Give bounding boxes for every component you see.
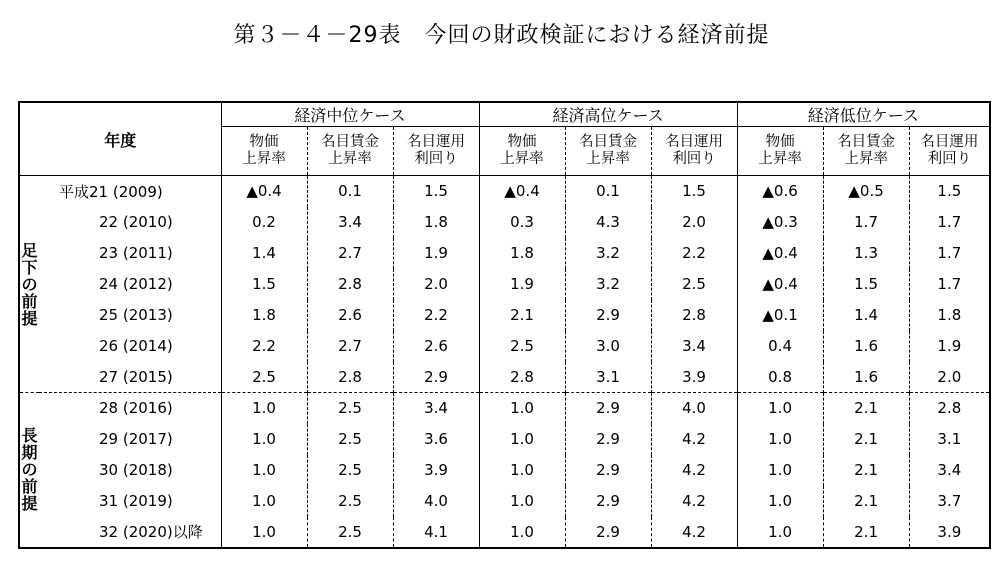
year-header: 年度: [19, 102, 221, 176]
value-cell: 1.4: [221, 238, 307, 269]
table-row: [19, 393, 990, 424]
value-cell: 2.8: [909, 393, 990, 424]
group-header-middle: 経済中位ケース: [221, 102, 479, 127]
sub-header-line: 物価: [249, 134, 279, 150]
table-row: [19, 362, 990, 393]
table-row: [19, 517, 990, 548]
table-header: [19, 102, 990, 176]
sub-header-line: 名目運用: [920, 134, 979, 150]
section-label-char: 期: [21, 443, 38, 463]
value-cell: 2.1: [823, 455, 909, 486]
sub-header-middle-price-rise-rate: [221, 127, 307, 176]
year-cell: 24 (2012): [99, 275, 173, 293]
value-cell: 1.5: [393, 176, 479, 207]
value-cell: 2.9: [565, 300, 651, 331]
year-cell: 平成21 (2009): [59, 182, 163, 201]
value-cell: 2.6: [307, 300, 393, 331]
value-cell: 1.8: [909, 300, 990, 331]
value-cell: 4.3: [565, 207, 651, 238]
table-row: [19, 486, 990, 517]
sub-header-line: 上昇率: [328, 151, 372, 167]
value-cell: ▲0.5: [823, 176, 909, 207]
value-cell: 1.9: [909, 331, 990, 362]
value-cell: 2.0: [393, 269, 479, 300]
value-cell: 1.3: [823, 238, 909, 269]
year-cell: 23 (2011): [99, 244, 173, 262]
value-cell: 3.4: [393, 393, 479, 424]
value-cell: 2.1: [823, 393, 909, 424]
value-cell: 0.2: [221, 207, 307, 238]
page-title: 第３－４－29表 今回の財政検証における経済前提: [233, 23, 770, 48]
value-cell: ▲0.3: [737, 207, 823, 238]
table-row: [19, 269, 990, 300]
table-row: [19, 176, 990, 207]
value-cell: 3.7: [909, 486, 990, 517]
value-cell: 2.7: [307, 331, 393, 362]
value-cell: 3.4: [651, 331, 737, 362]
value-cell: 4.0: [651, 393, 737, 424]
value-cell: 1.9: [393, 238, 479, 269]
value-cell: 1.7: [909, 269, 990, 300]
value-cell: 0.1: [565, 176, 651, 207]
value-cell: 1.5: [651, 176, 737, 207]
sub-header-high-nominal-yield: [651, 127, 737, 176]
value-cell: 3.9: [393, 455, 479, 486]
sub-header-line: 利回り: [672, 151, 716, 167]
value-cell: 2.0: [909, 362, 990, 393]
value-cell: 1.0: [221, 517, 307, 548]
value-cell: 0.4: [737, 331, 823, 362]
value-cell: 1.0: [479, 517, 565, 548]
value-cell: 2.1: [823, 517, 909, 548]
value-cell: 2.8: [651, 300, 737, 331]
sub-header-line: 名目賃金: [321, 134, 380, 150]
value-cell: 1.4: [823, 300, 909, 331]
value-cell: 2.2: [221, 331, 307, 362]
year-cell: 29 (2017): [99, 430, 173, 448]
value-cell: 3.0: [565, 331, 651, 362]
section-label-char: 足: [21, 240, 38, 260]
section-label-char: 下: [21, 257, 38, 277]
section-label: [19, 176, 39, 393]
value-cell: 1.0: [479, 486, 565, 517]
sub-header-line: 利回り: [927, 151, 972, 167]
value-cell: 2.5: [307, 486, 393, 517]
value-cell: ▲0.1: [737, 300, 823, 331]
value-cell: 2.9: [565, 517, 651, 548]
sub-header-line: 物価: [765, 134, 795, 150]
section-label-char: 提: [21, 494, 38, 514]
table-row: [19, 331, 990, 362]
value-cell: 1.8: [221, 300, 307, 331]
value-cell: 2.5: [479, 331, 565, 362]
value-cell: 2.5: [307, 393, 393, 424]
value-cell: 4.0: [393, 486, 479, 517]
value-cell: 3.6: [393, 424, 479, 455]
sub-header-low-nominal-yield: [909, 127, 990, 176]
table-row: [19, 207, 990, 238]
year-cell: 32 (2020)以降: [39, 517, 221, 548]
value-cell: 1.0: [479, 424, 565, 455]
economic-assumptions-table: [18, 101, 991, 549]
value-cell: 1.8: [393, 207, 479, 238]
year-cell: 27 (2015): [99, 367, 173, 386]
table-row: [19, 424, 990, 455]
sub-header-middle-nominal-wage-rise-rate: [307, 127, 393, 176]
value-cell: 3.9: [651, 362, 737, 393]
year-cell: 26 (2014): [99, 337, 173, 355]
section-label: [19, 393, 39, 548]
group-header-high: 経済高位ケース: [479, 102, 737, 127]
value-cell: 1.0: [221, 393, 307, 424]
value-cell: 3.2: [565, 238, 651, 269]
value-cell: 2.0: [651, 207, 737, 238]
value-cell: 2.9: [565, 486, 651, 517]
value-cell: 2.6: [393, 331, 479, 362]
value-cell: 2.9: [565, 455, 651, 486]
value-cell: 1.0: [221, 424, 307, 455]
value-cell: 4.1: [393, 517, 479, 548]
sub-header-line: 名目運用: [407, 134, 466, 150]
sub-header-low-price-rise-rate: [737, 127, 823, 176]
value-cell: 2.5: [307, 424, 393, 455]
value-cell: 1.5: [823, 269, 909, 300]
value-cell: 2.8: [307, 269, 393, 300]
value-cell: 2.5: [307, 517, 393, 548]
value-cell: 1.0: [221, 455, 307, 486]
value-cell: 4.2: [651, 455, 737, 486]
section-label-char: 提: [21, 308, 38, 328]
value-cell: 1.0: [479, 393, 565, 424]
value-cell: 4.2: [651, 486, 737, 517]
sub-header-line: 上昇率: [586, 151, 630, 167]
year-cell: 22 (2010): [99, 213, 173, 231]
value-cell: 3.1: [565, 362, 651, 393]
value-cell: 1.8: [479, 238, 565, 269]
value-cell: 0.8: [737, 362, 823, 393]
value-cell: ▲0.4: [479, 176, 565, 207]
sub-header-line: 名目賃金: [837, 134, 896, 150]
year-cell: 25 (2013): [99, 306, 173, 324]
section-label-char: 前: [21, 291, 38, 311]
value-cell: 2.8: [307, 362, 393, 393]
value-cell: 1.6: [823, 331, 909, 362]
section-label-char: 前: [21, 477, 38, 497]
sub-header-high-nominal-wage-rise-rate: [565, 127, 651, 176]
sub-header-line: 上昇率: [242, 151, 286, 167]
value-cell: 3.4: [909, 455, 990, 486]
sub-header-low-nominal-wage-rise-rate: [823, 127, 909, 176]
value-cell: 4.2: [651, 517, 737, 548]
value-cell: 1.6: [823, 362, 909, 393]
section-label-char: の: [21, 274, 38, 294]
value-cell: 3.9: [909, 517, 990, 548]
value-cell: 2.9: [565, 393, 651, 424]
value-cell: 4.2: [651, 424, 737, 455]
table-body: [19, 176, 990, 548]
table-row: [19, 300, 990, 331]
table-row: [19, 238, 990, 269]
value-cell: 2.1: [479, 300, 565, 331]
value-cell: 1.7: [909, 207, 990, 238]
value-cell: 1.5: [909, 176, 990, 207]
value-cell: 2.5: [221, 362, 307, 393]
sub-header-line: 名目賃金: [579, 134, 638, 150]
value-cell: ▲0.4: [737, 269, 823, 300]
year-cell: 30 (2018): [99, 461, 173, 479]
group-header-low: 経済低位ケース: [737, 102, 990, 127]
value-cell: 2.9: [565, 424, 651, 455]
year-cell: 31 (2019): [99, 492, 173, 510]
value-cell: 1.0: [737, 393, 823, 424]
value-cell: 2.2: [651, 238, 737, 269]
table-row: [19, 455, 990, 486]
value-cell: 2.1: [823, 486, 909, 517]
value-cell: 1.0: [221, 486, 307, 517]
value-cell: ▲0.4: [737, 238, 823, 269]
value-cell: 1.5: [221, 269, 307, 300]
year-cell: 28 (2016): [39, 393, 221, 424]
sub-header-line: 上昇率: [758, 151, 802, 167]
section-label-char: の: [21, 460, 38, 480]
value-cell: 1.0: [737, 517, 823, 548]
value-cell: 1.0: [737, 455, 823, 486]
value-cell: 1.0: [737, 486, 823, 517]
sub-header-line: 上昇率: [500, 151, 544, 167]
value-cell: 2.1: [823, 424, 909, 455]
value-cell: 3.1: [909, 424, 990, 455]
sub-header-line: 物価: [507, 134, 537, 150]
sub-header-line: 名目運用: [665, 134, 724, 150]
value-cell: 2.8: [479, 362, 565, 393]
value-cell: 1.0: [479, 455, 565, 486]
sub-header-middle-nominal-yield: [393, 127, 479, 176]
section-label-char: 長: [21, 426, 38, 446]
value-cell: 2.5: [307, 455, 393, 486]
value-cell: ▲0.6: [737, 176, 823, 207]
value-cell: 3.2: [565, 269, 651, 300]
sub-header-line: 利回り: [414, 151, 458, 167]
sub-header-line: 上昇率: [844, 151, 888, 167]
value-cell: 1.7: [909, 238, 990, 269]
value-cell: 2.2: [393, 300, 479, 331]
value-cell: 2.9: [393, 362, 479, 393]
value-cell: 2.5: [651, 269, 737, 300]
value-cell: 1.0: [737, 424, 823, 455]
value-cell: 2.7: [307, 238, 393, 269]
value-cell: 0.1: [307, 176, 393, 207]
value-cell: 0.3: [479, 207, 565, 238]
value-cell: 3.4: [307, 207, 393, 238]
value-cell: ▲0.4: [221, 176, 307, 207]
sub-header-high-price-rise-rate: [479, 127, 565, 176]
value-cell: 1.9: [479, 269, 565, 300]
value-cell: 1.7: [823, 207, 909, 238]
